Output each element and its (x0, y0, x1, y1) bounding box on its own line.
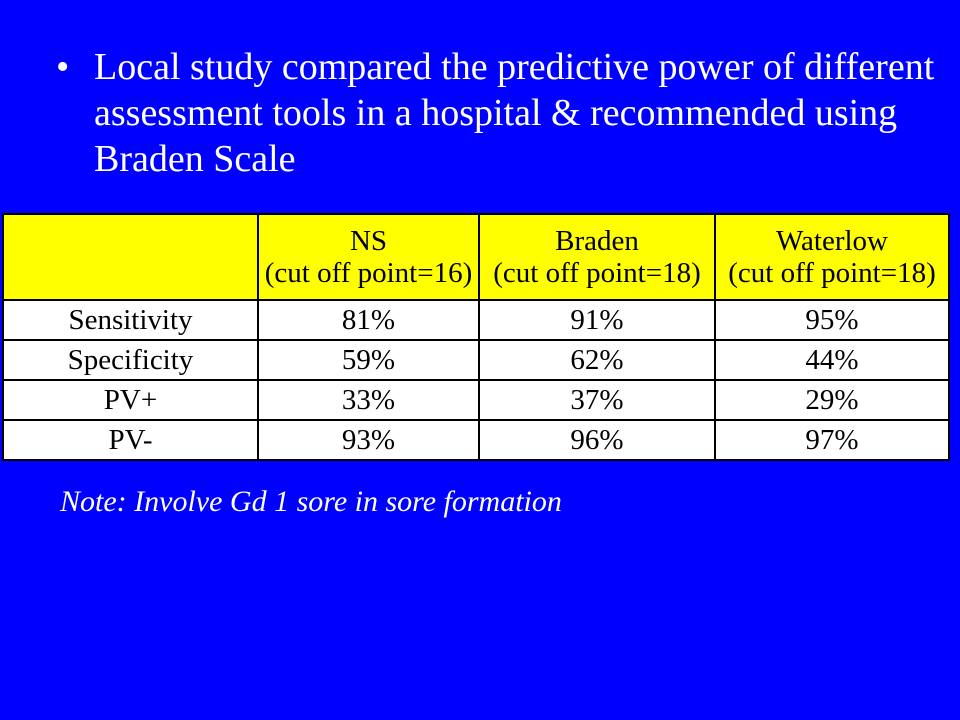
header-name: Waterlow (775, 225, 888, 257)
header-detail: (cut off point=16) (264, 257, 473, 289)
footnote: Note: Involve Gd 1 sore in sore formation (60, 485, 562, 518)
bullet-point (56, 44, 936, 182)
table-row (3, 380, 949, 420)
table-row (3, 340, 949, 380)
header-cell-waterlow (715, 214, 949, 300)
header-name: Braden (555, 225, 639, 257)
bullet-marker: • (56, 46, 70, 88)
header-name: NS (349, 225, 388, 257)
table-row (3, 300, 949, 340)
header-cell-braden (479, 214, 715, 300)
header-cell-blank (3, 214, 258, 300)
comparison-table (2, 213, 950, 461)
table-cell: 93% (258, 420, 479, 460)
table-cell: 59% (258, 340, 479, 380)
bullet-text: Local study compared the predictive power of different assessment tools in a hospital & recommended using Braden Scale (94, 46, 935, 180)
table-cell: 91% (479, 300, 715, 340)
header-detail: (cut off point=18) (493, 257, 701, 289)
row-label: Sensitivity (3, 300, 258, 340)
table-cell: 96% (479, 420, 715, 460)
header-cell-ns (258, 214, 479, 300)
table-header-row (3, 214, 949, 300)
table-cell: 44% (715, 340, 949, 380)
row-label: PV+ (3, 380, 258, 420)
table-cell: 29% (715, 380, 949, 420)
table-cell: 81% (258, 300, 479, 340)
table-cell: 97% (715, 420, 949, 460)
row-label: PV- (3, 420, 258, 460)
table-cell: 37% (479, 380, 715, 420)
header-detail: (cut off point=18) (728, 257, 936, 289)
table-cell: 95% (715, 300, 949, 340)
table-row (3, 420, 949, 460)
table-cell: 33% (258, 380, 479, 420)
row-label: Specificity (3, 340, 258, 380)
table-cell: 62% (479, 340, 715, 380)
